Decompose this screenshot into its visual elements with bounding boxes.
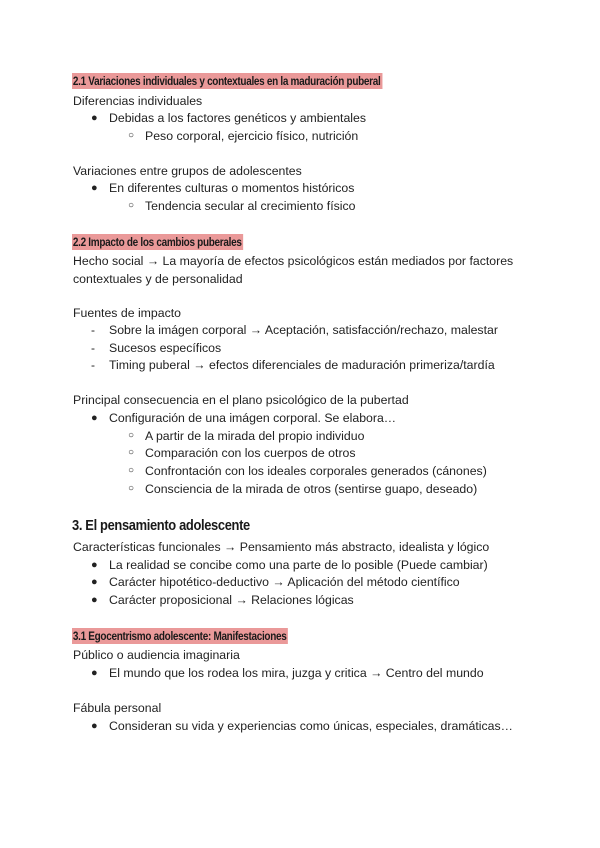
bullet-marker: ●	[91, 182, 98, 194]
section-heading-2-1: 2.1 Variaciones individuales y contextuales en la maduración puberal	[72, 75, 381, 88]
sub-list-item: A partir de la mirada del propio individuo	[145, 429, 365, 443]
paragraph: Características funcionales → Pensamiento más abstracto, idealista y lógico	[73, 540, 490, 554]
paragraph: Diferencias individuales	[73, 94, 203, 108]
paragraph: Fábula personal	[73, 701, 162, 715]
sub-list-item: Confrontación con los ideales corporales generados (cánones)	[145, 464, 487, 478]
dash-marker: -	[91, 323, 95, 337]
dash-item: Sobre la imágen corporal → Aceptación, satisfacción/rechazo, malestar	[109, 323, 498, 337]
sub-bullet-marker: ○	[128, 483, 135, 494]
paragraph: Principal consecuencia en el plano psicológico de la pubertad	[73, 393, 409, 407]
list-item: En diferentes culturas o momentos históricos	[109, 181, 355, 195]
dash-item: Sucesos específicos	[109, 341, 222, 355]
sub-bullet-marker: ○	[128, 200, 135, 211]
list-item: Debidas a los factores genéticos y ambientales	[109, 111, 367, 125]
list-item: El mundo que los rodea los mira, juzga y critica → Centro del mundo	[109, 666, 484, 680]
bullet-marker: ●	[91, 112, 98, 124]
list-item: Configuración de una imágen corporal. Se elabora…	[109, 411, 397, 425]
section-heading-3-1: 3.1 Egocentrismo adolescente: Manifestaciones	[72, 630, 287, 643]
bullet-marker: ●	[91, 412, 98, 424]
bullet-marker: ●	[91, 559, 98, 571]
bullet-marker: ●	[91, 667, 98, 679]
section-heading-2-2: 2.2 Impacto de los cambios puberales	[72, 236, 242, 249]
bullet-marker: ●	[91, 720, 98, 732]
sub-bullet-marker: ○	[128, 130, 135, 141]
paragraph: Público o audiencia imaginaria	[73, 648, 240, 662]
dash-marker: -	[91, 358, 95, 372]
paragraph-line: contextuales y de personalidad	[73, 272, 243, 286]
sub-list-item: Peso corporal, ejercicio físico, nutrición	[145, 129, 359, 143]
sub-bullet-marker: ○	[128, 430, 135, 441]
list-item: Carácter hipotético-deductivo → Aplicación del método científico	[109, 575, 460, 589]
sub-bullet-marker: ○	[128, 447, 135, 458]
list-item: Carácter proposicional → Relaciones lógicas	[109, 593, 354, 607]
sub-list-item: Comparación con los cuerpos de otros	[145, 446, 356, 460]
section-heading-3: 3. El pensamiento adolescente	[72, 517, 250, 534]
sub-list-item: Tendencia secular al crecimiento físico	[145, 199, 356, 213]
paragraph: Variaciones entre grupos de adolescentes	[73, 164, 302, 178]
list-item: La realidad se concibe como una parte de lo posible (Puede cambiar)	[109, 558, 488, 572]
bullet-marker: ●	[91, 576, 98, 588]
dash-marker: -	[91, 341, 95, 355]
paragraph: Fuentes de impacto	[73, 306, 182, 320]
list-item: Consideran su vida y experiencias como únicas, especiales, dramáticas…	[109, 719, 513, 733]
dash-item: Timing puberal → efectos diferenciales de maduración primeriza/tardía	[109, 358, 495, 372]
sub-list-item: Consciencia de la mirada de otros (sentirse guapo, deseado)	[145, 482, 478, 496]
paragraph-line: Hecho social → La mayoría de efectos psicológicos están mediados por factores	[73, 254, 514, 268]
sub-bullet-marker: ○	[128, 465, 135, 476]
bullet-marker: ●	[91, 594, 98, 606]
